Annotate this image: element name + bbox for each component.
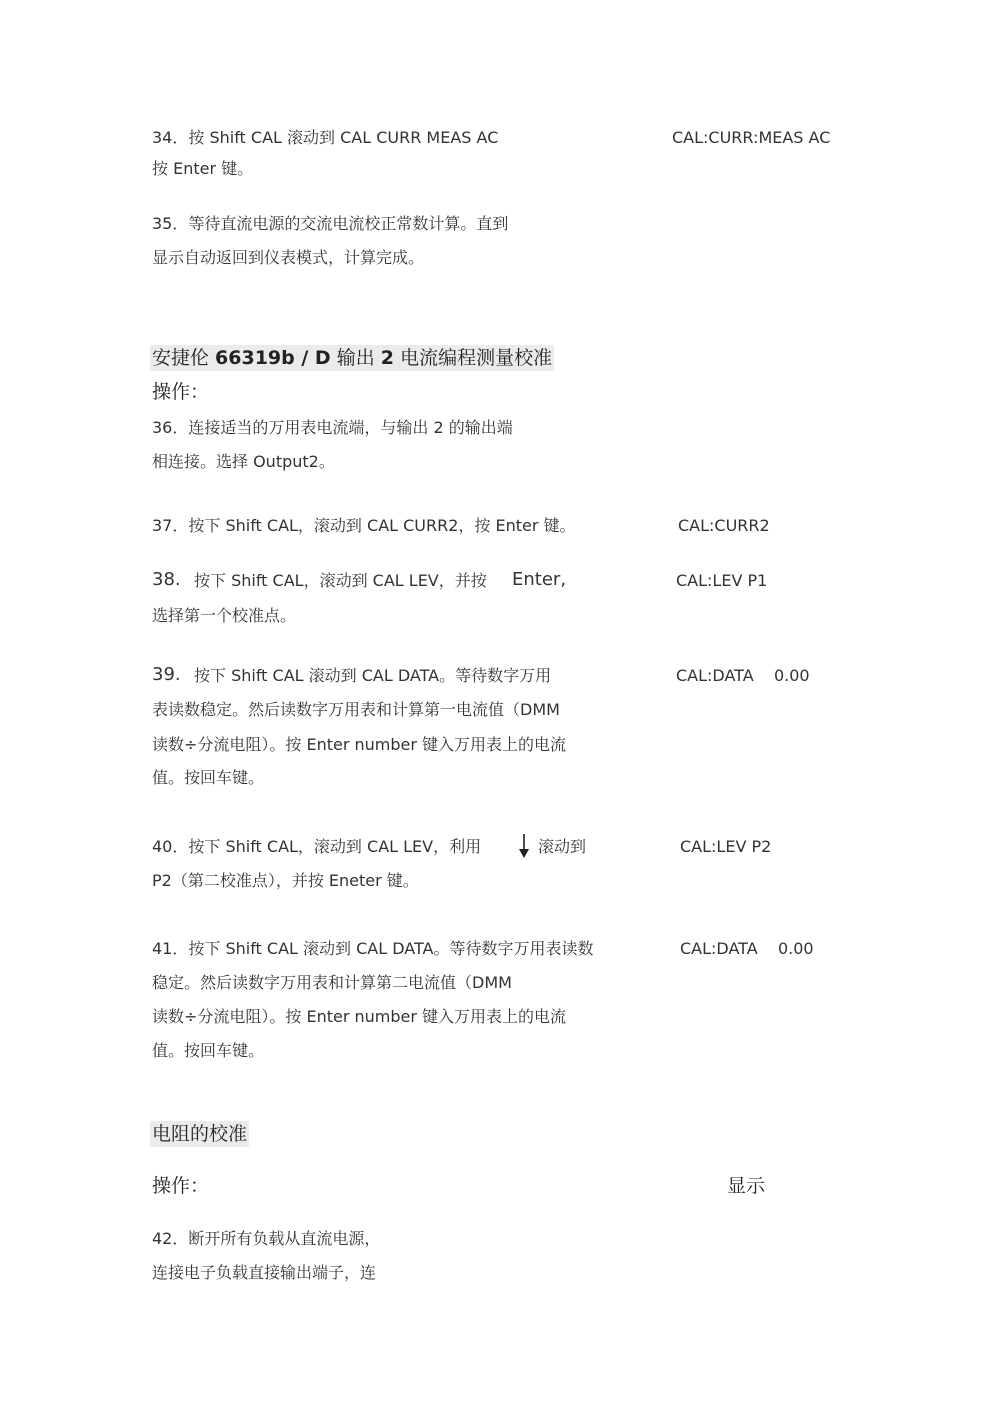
heading-pre: 安捷伦 — [152, 347, 216, 369]
step-38-enter: Enter, — [512, 569, 567, 590]
step-39-display: CAL:DATA 0.00 — [676, 666, 810, 685]
step-41-line1: 41．按下 Shift CAL 滚动到 CAL DATA。等待数字万用表读数 — [152, 939, 594, 958]
step-37-line1: 37．按下 Shift CAL，滚动到 CAL CURR2，按 Enter 键。 — [152, 516, 576, 535]
step-39-line4: 值。按回车键。 — [152, 768, 265, 787]
step-39-line1: 按下 Shift CAL 滚动到 CAL DATA。等待数字万用 — [194, 666, 552, 685]
step-41-line3: 读数÷分流电阻）。按 Enter number 键入万用表上的电流 — [152, 1007, 567, 1026]
display-label: 显示 — [727, 1175, 766, 1197]
step-39-number: 39. — [152, 664, 181, 685]
step-41-line4: 值。按回车键。 — [152, 1041, 265, 1060]
step-34-line1: 34．按 Shift CAL 滚动到 CAL CURR MEAS AC — [152, 128, 499, 147]
step-36-line2: 相连接。选择 Output2。 — [152, 452, 335, 471]
operation-label-2: 操作： — [152, 1175, 210, 1197]
heading-output-number: 2 — [380, 347, 395, 369]
heading-post: 电流编程测量校准 — [394, 347, 553, 369]
step-35-line1: 35．等待直流电源的交流电流校正常数计算。直到 — [152, 214, 509, 233]
step-34-line2: 按 Enter 键。 — [152, 159, 254, 178]
step-40-display: CAL:LEV P2 — [680, 837, 772, 856]
step-40-line1b: 滚动到 — [538, 837, 587, 856]
step-41-line2: 稳定。然后读数字万用表和计算第二电流值（DMM — [152, 973, 512, 992]
step-41-display: CAL:DATA 0.00 — [680, 939, 814, 958]
step-34-display: CAL:CURR:MEAS AC — [672, 128, 831, 147]
down-arrow-icon — [516, 833, 532, 859]
step-35-line2: 显示自动返回到仪表模式，计算完成。 — [152, 248, 425, 267]
step-38-number: 38. — [152, 569, 181, 590]
step-39-line2: 表读数稳定。然后读数字万用表和计算第一电流值（DMM — [152, 700, 560, 719]
step-40-line1a: 40．按下 Shift CAL，滚动到 CAL LEV，利用 — [152, 837, 482, 856]
step-37-display: CAL:CURR2 — [678, 516, 770, 535]
step-42-line2: 连接电子负载直接输出端子，连 — [152, 1263, 377, 1282]
section-heading-resistance-calibration: 电阻的校准 — [152, 1123, 248, 1145]
step-38-line1: 按下 Shift CAL，滚动到 CAL LEV，并按 — [194, 571, 487, 590]
step-39-line3: 读数÷分流电阻）。按 Enter number 键入万用表上的电流 — [152, 735, 567, 754]
heading-mid: 输出 — [330, 347, 381, 369]
step-40-line2: P2（第二校准点），并按 Eneter 键。 — [152, 871, 419, 890]
operation-label: 操作： — [152, 381, 210, 403]
down-arrow-icon-svg — [516, 833, 532, 859]
step-38-line2: 选择第一个校准点。 — [152, 606, 297, 625]
step-36-line1: 36．连接适当的万用表电流端，与输出 2 的输出端 — [152, 418, 513, 437]
step-38-display: CAL:LEV P1 — [676, 571, 768, 590]
heading-model: 66319b / D — [215, 347, 331, 369]
section-heading-current-calibration — [150, 345, 554, 371]
step-42-line1: 42．断开所有负载从直流电源， — [152, 1229, 381, 1248]
